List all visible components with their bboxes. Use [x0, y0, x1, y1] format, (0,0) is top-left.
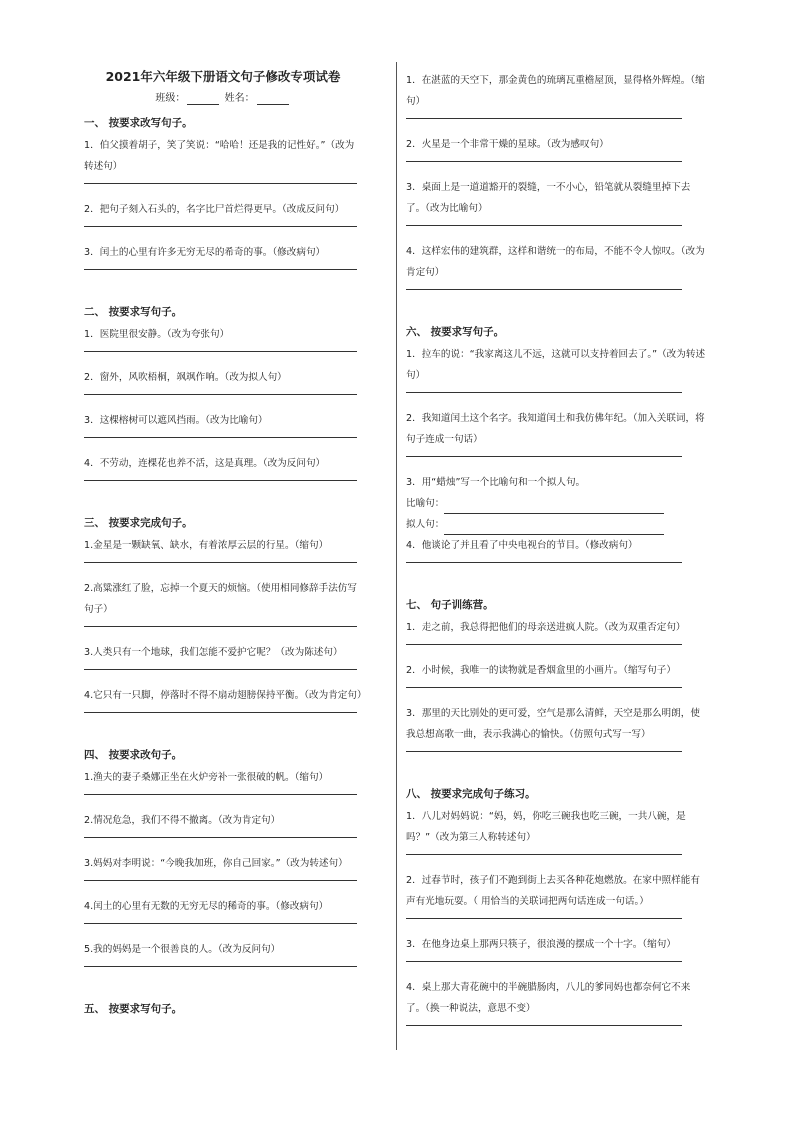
- question: 1.渔夫的妻子桑娜正坐在火炉旁补一张很破的帆。（缩句）: [84, 772, 329, 783]
- metaphor-blank[interactable]: [444, 501, 664, 514]
- answer-line[interactable]: [84, 668, 357, 670]
- question: 3.人类只有一个地球，我们怎能不爱护它呢？（改为陈述句）: [84, 647, 343, 658]
- question: 2．火星是一个非常干燥的星球。（改为感叹句）: [406, 139, 609, 150]
- question: 4．不劳动，连棵花也养不活，这是真理。（改为反问句）: [84, 458, 326, 469]
- question: 1．八儿对妈妈说：“妈，妈，你吃三碗我也吃三碗，一共八碗，是吗？”（改为第三人称转述句）: [406, 811, 686, 843]
- answer-line[interactable]: [406, 917, 682, 919]
- personify-label: 拟人句：: [406, 519, 445, 530]
- question: 1．医院里很安静。（改为夸张句）: [84, 329, 230, 340]
- question: 4．这样宏伟的建筑群，这样和谐统一的布局，不能不令人惊叹。（改为肯定句）: [406, 246, 705, 278]
- question: 1．拉车的说：“我家离这儿不远，这就可以支持着回去了。”（改为转述句）: [406, 349, 706, 381]
- section-6-title: 六、 按要求写句子。: [406, 326, 505, 338]
- answer-line[interactable]: [84, 561, 357, 563]
- answer-line[interactable]: [406, 750, 682, 752]
- name-label: 姓名：: [224, 93, 255, 104]
- question: 3．闰土的心里有许多无穷无尽的希奇的事。（修改病句）: [84, 247, 326, 258]
- answer-line[interactable]: [406, 686, 682, 688]
- answer-line[interactable]: [406, 643, 682, 645]
- answer-line[interactable]: [84, 836, 357, 838]
- answer-line[interactable]: [84, 879, 357, 881]
- answer-line[interactable]: [84, 793, 357, 795]
- metaphor-label: 比喻句：: [406, 498, 445, 509]
- section-3-title: 三、 按要求完成句子。: [84, 517, 193, 529]
- answer-line[interactable]: [406, 960, 682, 962]
- question: 3．桌面上是一道道豁开的裂缝，一不小心，铅笔就从裂缝里掉下去了。（改为比喻句）: [406, 182, 691, 214]
- question: 3．用“蜡烛”写一个比喻句和一个拟人句。: [406, 477, 586, 488]
- answer-line[interactable]: [406, 117, 682, 119]
- question: 3．那里的天比别处的更可爱，空气是那么清鲜，天空是那么明朗，使我总想高歌一曲，表示我满心的愉快。（仿照句式写一写）: [406, 708, 700, 740]
- question: 2．窗外，风吹梧桐，飒飒作响。（改为拟人句）: [84, 372, 287, 383]
- answer-line[interactable]: [84, 625, 357, 627]
- answer-line[interactable]: [406, 853, 682, 855]
- question: 1．伯父摸着胡子，笑了笑说：“哈哈！还是我的记性好。”（改为转述句）: [84, 140, 355, 172]
- section-8-title: 八、 按要求完成句子练习。: [406, 788, 536, 800]
- question: 2．小时候，我唯一的读物就是香烟盒里的小画片。（缩写句子）: [406, 665, 676, 676]
- student-info: [84, 92, 362, 105]
- answer-line[interactable]: [84, 182, 357, 184]
- section-2-title: 二、 按要求写句子。: [84, 306, 183, 318]
- answer-line[interactable]: [406, 160, 682, 162]
- personify-row: [406, 514, 706, 535]
- question: 1．在湛蓝的天空下，那金黄色的琉璃瓦重檐屋顶，显得格外辉煌。（缩句）: [406, 75, 705, 107]
- question: 3.妈妈对李明说：“今晚我加班，你自己回家。”（改为转述句）: [84, 858, 348, 869]
- question: 2．把句子刻入石头的，名字比尸首烂得更早。（改成反问句）: [84, 204, 345, 215]
- section-7-title: 七、 句子训练营。: [406, 599, 494, 611]
- name-blank[interactable]: [257, 94, 289, 105]
- question: 4．桌上那大青花碗中的半碗腊肠肉，八儿的爹同妈也都奈何它不来了。（换一种说法，意思不变）: [406, 982, 691, 1014]
- answer-line[interactable]: [84, 479, 357, 481]
- metaphor-row: [406, 493, 706, 514]
- question: 1．走之前，我总得把他们的母亲送进疯人院。（改为双重否定句）: [406, 622, 686, 633]
- answer-line[interactable]: [84, 350, 357, 352]
- right-column: [406, 70, 706, 1041]
- answer-line[interactable]: [406, 224, 682, 226]
- question: 2.情况危急，我们不得不撤离。（改为肯定句）: [84, 815, 281, 826]
- answer-line[interactable]: [84, 393, 357, 395]
- question: 2．过春节时，孩子们不跑到街上去买各种花炮燃放。在家中照样能有声有光地玩耍。（ 用恰当的关联词把两句话连成一句话。）: [406, 875, 700, 907]
- question: 1.金星是一颗缺氧、缺水，有着浓厚云层的行星。（缩句）: [84, 540, 329, 551]
- answer-line[interactable]: [84, 711, 357, 713]
- answer-line[interactable]: [406, 288, 682, 290]
- answer-line[interactable]: [84, 268, 357, 270]
- section-5-title: 五、 按要求写句子。: [84, 1003, 183, 1015]
- answer-line[interactable]: [406, 561, 682, 563]
- answer-line[interactable]: [406, 455, 682, 457]
- answer-line[interactable]: [84, 225, 357, 227]
- question: 4.闰土的心里有无数的无穷无尽的稀奇的事。（修改病句）: [84, 901, 329, 912]
- column-divider: [396, 62, 397, 1050]
- answer-line[interactable]: [406, 1024, 682, 1026]
- question: 4．他谈论了并且看了中央电视台的节目。（修改病句）: [406, 540, 638, 551]
- left-column: [84, 69, 367, 1021]
- answer-line[interactable]: [84, 965, 357, 967]
- question: 3．在他身边桌上那两只筷子，很浪漫的摆成一个十字。（缩句）: [406, 939, 676, 950]
- page-title: 2021年六年级下册语文句子修改专项试卷: [105, 69, 341, 84]
- question: 5.我的妈妈是一个很善良的人。（改为反问句）: [84, 944, 281, 955]
- question: 3．这棵榕树可以遮风挡雨。（改为比喻句）: [84, 415, 268, 426]
- answer-line[interactable]: [84, 922, 357, 924]
- answer-line[interactable]: [84, 436, 357, 438]
- section-4-title: 四、 按要求改句子。: [84, 749, 183, 761]
- personify-blank[interactable]: [444, 522, 664, 535]
- answer-line[interactable]: [406, 391, 682, 393]
- question: 4.它只有一只脚，停落时不得不扇动翅膀保持平衡。（改为肯定句）: [84, 690, 367, 701]
- section-1-title: 一、 按要求改写句子。: [84, 117, 193, 129]
- class-label: 班级：: [155, 93, 186, 104]
- question: 2．我知道闰土这个名字。我知道闰土和我仿佛年纪。（加入关联词，将句子连成一句话）: [406, 413, 705, 445]
- question: 2.高粱涨红了脸，忘掉一个夏天的烦恼。（使用相同修辞手法仿写句子）: [84, 583, 357, 615]
- class-blank[interactable]: [187, 94, 219, 105]
